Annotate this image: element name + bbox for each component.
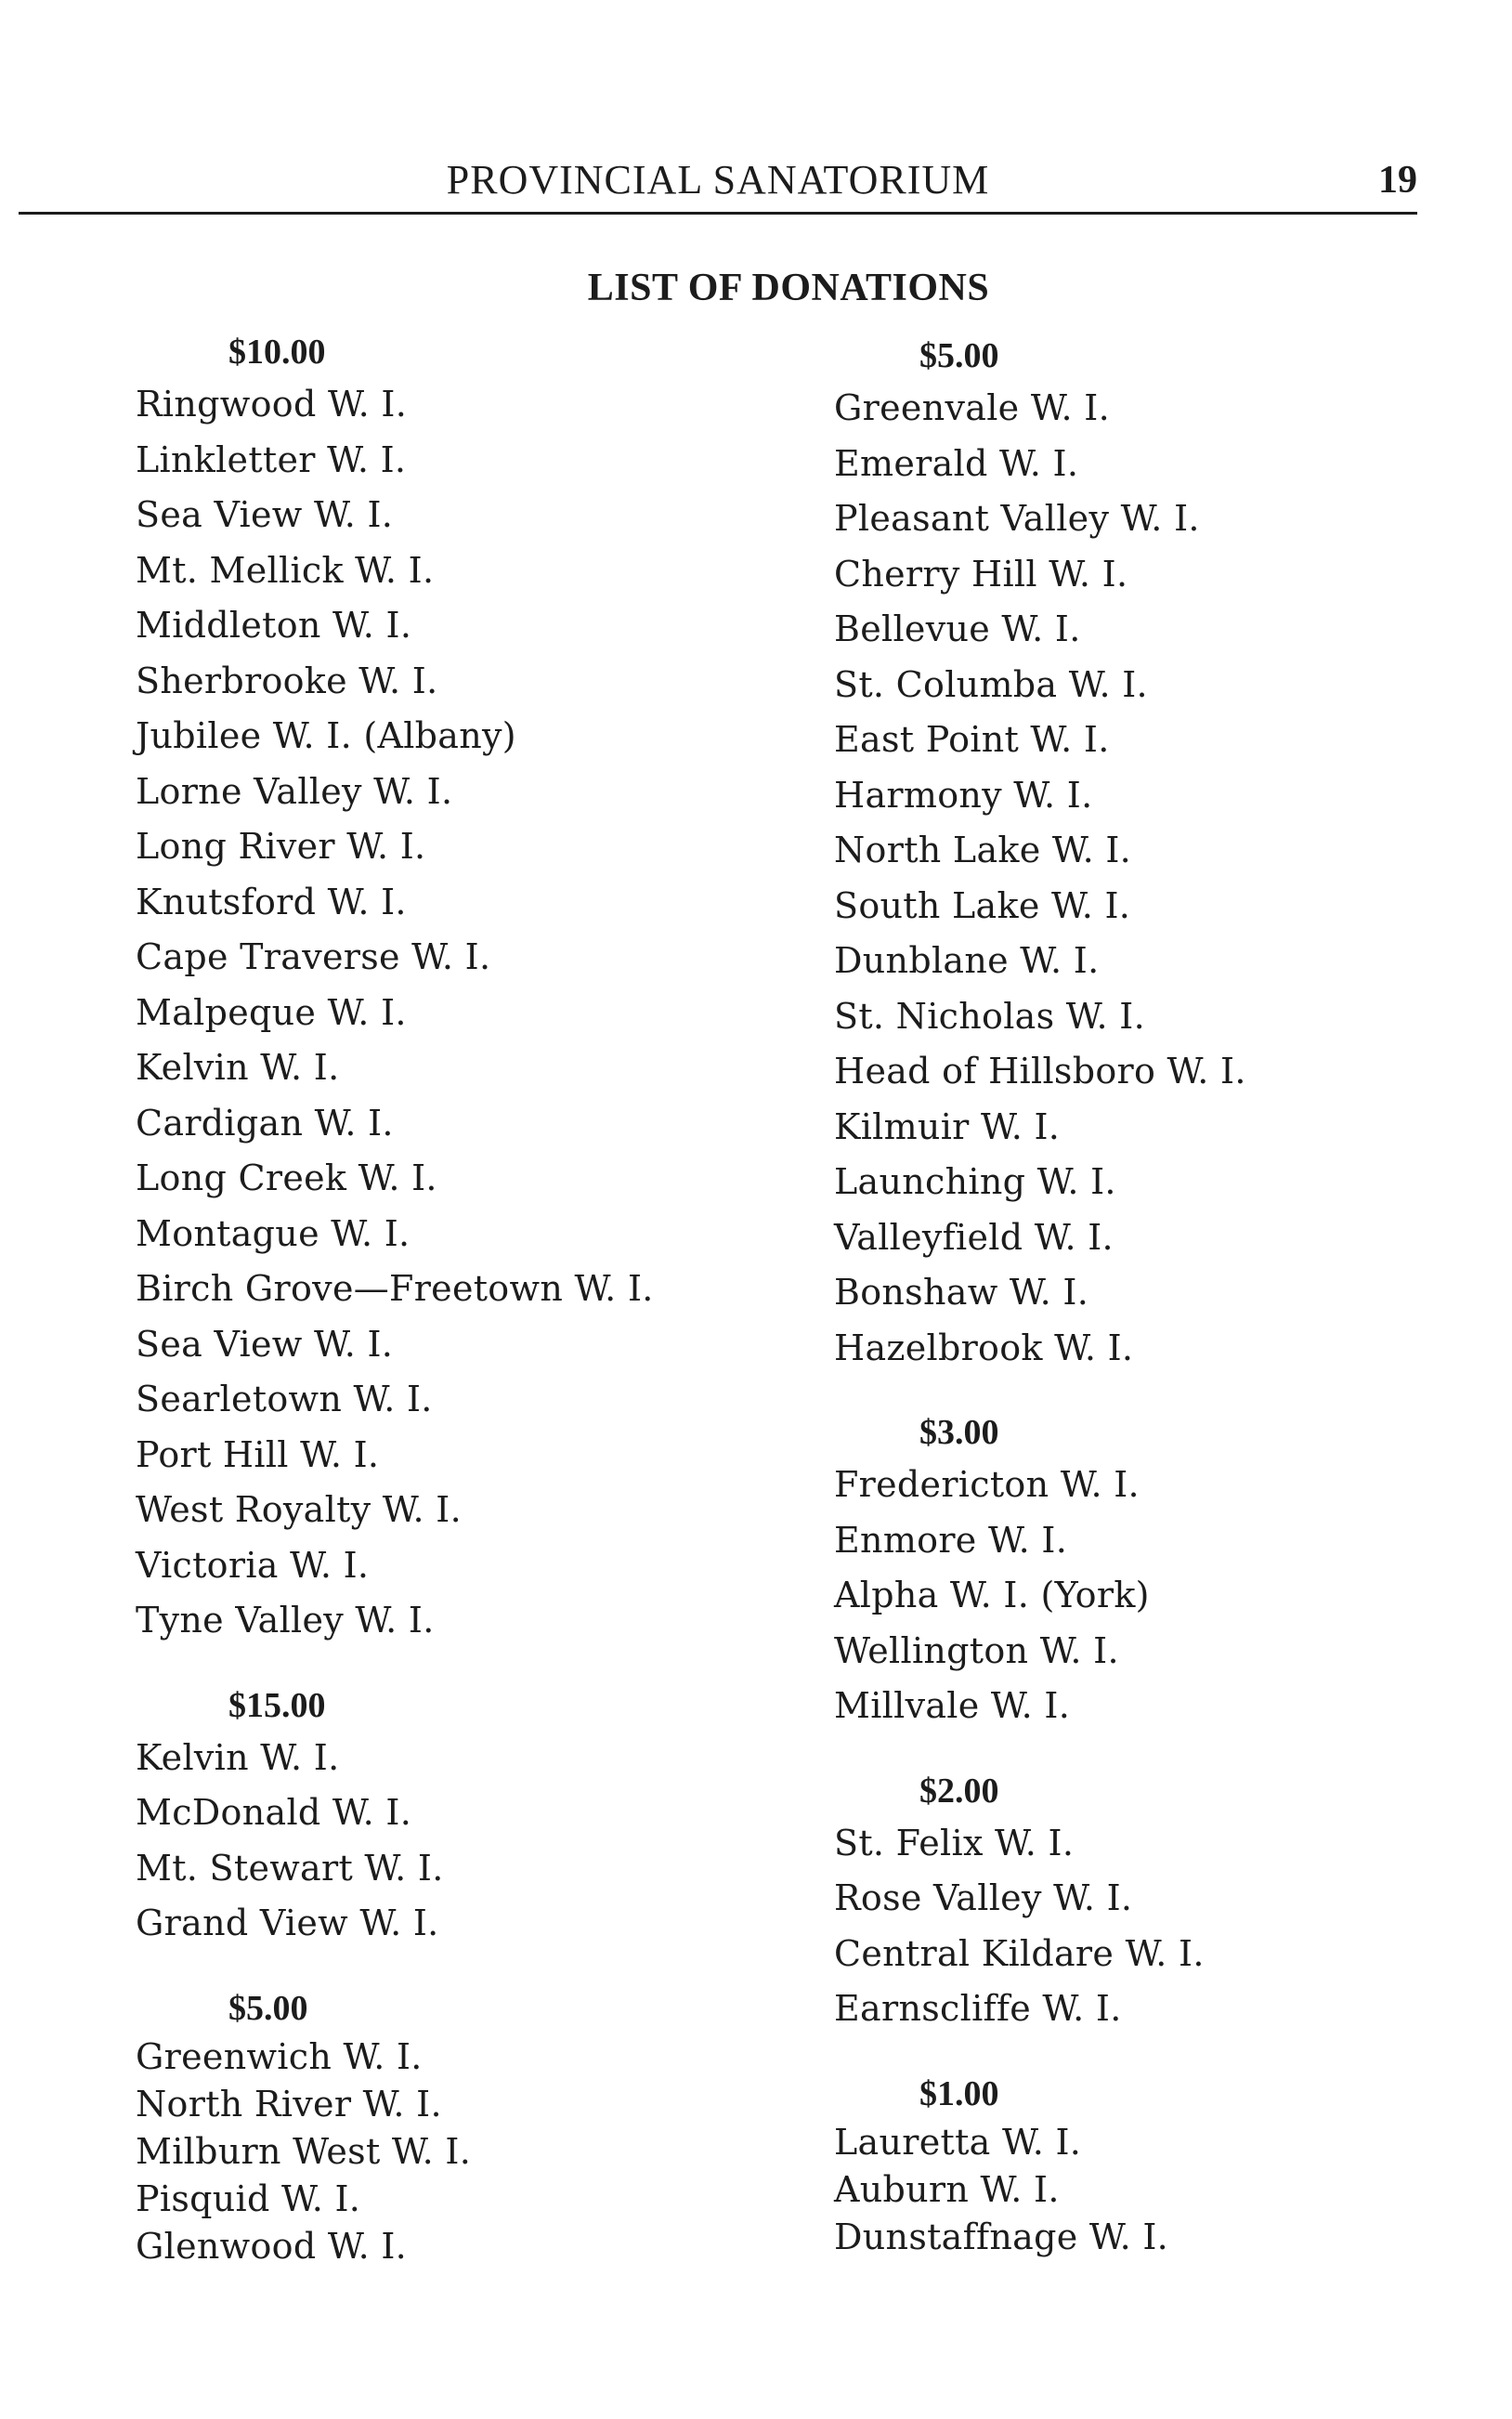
donor-entry: St. Felix W. I. xyxy=(834,1822,1075,1863)
donor-entry: Searletown W. I. xyxy=(136,1379,433,1419)
donation-amount-heading: $10.00 xyxy=(228,333,326,372)
donor-entry: North Lake W. I. xyxy=(834,830,1132,870)
donor-entry: Millvale W. I. xyxy=(834,1685,1071,1726)
donation-amount-heading: $3.00 xyxy=(919,1413,999,1452)
donor-entry: Kelvin W. I. xyxy=(136,1047,340,1088)
donation-group xyxy=(136,1983,767,2270)
donation-group xyxy=(834,331,1447,1376)
section-gap xyxy=(136,1649,767,1680)
donor-entry: Enmore W. I. xyxy=(834,1519,1068,1561)
donor-entry: West Royalty W. I. xyxy=(136,1489,462,1530)
donor-entry: Sea View W. I. xyxy=(136,1323,394,1365)
donor-entry: Launching W. I. xyxy=(834,1161,1116,1202)
donor-entry: Lorne Valley W. I. xyxy=(136,770,453,812)
donor-entry: Pleasant Valley W. I. xyxy=(834,498,1200,539)
donor-entry: North River W. I. xyxy=(136,2083,442,2125)
left-column xyxy=(136,327,767,2270)
donor-entry: Bellevue W. I. xyxy=(834,608,1081,649)
donor-entry: Head of Hillsboro W. I. xyxy=(834,1051,1246,1092)
donor-entry: Auburn W. I. xyxy=(834,2168,1060,2210)
donor-entry: Port Hill W. I. xyxy=(136,1433,380,1475)
donor-entry: Milburn West W. I. xyxy=(136,2130,472,2172)
donor-entry: Jubilee W. I. (Albany) xyxy=(136,715,516,756)
donation-amount-heading: $5.00 xyxy=(919,336,999,375)
donor-entry: Sherbrooke W. I. xyxy=(136,660,438,701)
donation-amount-heading: $1.00 xyxy=(919,2073,999,2113)
donor-entry: St. Nicholas W. I. xyxy=(834,995,1145,1037)
donor-entry: Dunstaffnage W. I. xyxy=(834,2216,1169,2257)
donor-entry: Cherry Hill W. I. xyxy=(834,553,1128,595)
donor-entry: Fredericton W. I. xyxy=(834,1464,1140,1505)
donor-entry: Long River W. I. xyxy=(136,826,426,867)
header-rule xyxy=(19,212,1417,215)
donor-entry: Dunblane W. I. xyxy=(834,940,1100,981)
donation-group xyxy=(834,1407,1447,1734)
donation-group xyxy=(136,327,767,1649)
running-header xyxy=(19,152,1417,208)
right-column xyxy=(834,331,1447,2261)
donor-entry: Cape Traverse W. I. xyxy=(136,936,491,977)
donation-group xyxy=(834,1766,1447,2037)
donor-entry: Kilmuir W. I. xyxy=(834,1105,1061,1147)
donor-entry: Earnscliffe W. I. xyxy=(834,1988,1122,2029)
donor-entry: Valleyfield W. I. xyxy=(834,1216,1114,1258)
donation-group xyxy=(834,2069,1447,2261)
donor-entry: Long Creek W. I. xyxy=(136,1157,437,1198)
donor-entry: East Point W. I. xyxy=(834,719,1110,760)
page-title: LIST OF DONATIONS xyxy=(587,267,990,309)
donor-entry: Tyne Valley W. I. xyxy=(136,1600,435,1641)
donor-entry: Middleton W. I. xyxy=(136,605,412,646)
donor-entry: Greenvale W. I. xyxy=(834,387,1110,428)
donor-entry: Kelvin W. I. xyxy=(136,1736,340,1778)
donor-entry: Glenwood W. I. xyxy=(136,2225,408,2267)
donor-entry: Linkletter W. I. xyxy=(136,438,407,480)
donor-entry: Bonshaw W. I. xyxy=(834,1272,1089,1313)
donation-amount-heading: $15.00 xyxy=(228,1685,326,1725)
page-number: 19 xyxy=(1378,159,1417,202)
section-gap xyxy=(834,1734,1447,1766)
donor-entry: Mt. Stewart W. I. xyxy=(136,1847,444,1889)
donor-entry: Hazelbrook W. I. xyxy=(834,1327,1134,1368)
donor-entry: Emerald W. I. xyxy=(834,442,1079,484)
donor-entry: Wellington W. I. xyxy=(834,1629,1119,1671)
donor-entry: Central Kildare W. I. xyxy=(834,1932,1205,1974)
donor-entry: Lauretta W. I. xyxy=(834,2121,1082,2163)
donor-entry: Pisquid W. I. xyxy=(136,2177,361,2219)
donor-entry: Knutsford W. I. xyxy=(136,881,407,922)
donor-entry: Malpeque W. I. xyxy=(136,991,407,1033)
donor-entry: Harmony W. I. xyxy=(834,774,1093,816)
donor-entry: Montague W. I. xyxy=(136,1212,411,1254)
donor-entry: Grand View W. I. xyxy=(136,1903,439,1943)
section-gap xyxy=(834,1376,1447,1407)
donation-amount-heading: $2.00 xyxy=(919,1771,999,1811)
donor-entry: McDonald W. I. xyxy=(136,1792,412,1833)
donor-entry: Cardigan W. I. xyxy=(136,1102,394,1144)
donor-entry: Mt. Mellick W. I. xyxy=(136,549,435,591)
donor-entry: Victoria W. I. xyxy=(136,1544,370,1586)
section-gap xyxy=(834,2037,1447,2069)
donation-group xyxy=(136,1680,767,1952)
donor-entry: Birch Grove—Freetown W. I. xyxy=(136,1268,654,1309)
donor-entry: South Lake W. I. xyxy=(834,884,1131,926)
running-header-title: PROVINCIAL SANATORIUM xyxy=(446,157,990,203)
section-gap xyxy=(136,1952,767,1983)
donor-entry: Sea View W. I. xyxy=(136,494,394,535)
donor-entry: Greenwich W. I. xyxy=(136,2035,423,2077)
donor-entry: St. Columba W. I. xyxy=(834,663,1148,705)
donor-entry: Ringwood W. I. xyxy=(136,384,408,425)
donation-amount-heading: $5.00 xyxy=(228,1988,308,2028)
donor-entry: Alpha W. I. (York) xyxy=(834,1575,1150,1615)
donor-entry: Rose Valley W. I. xyxy=(834,1877,1133,1918)
